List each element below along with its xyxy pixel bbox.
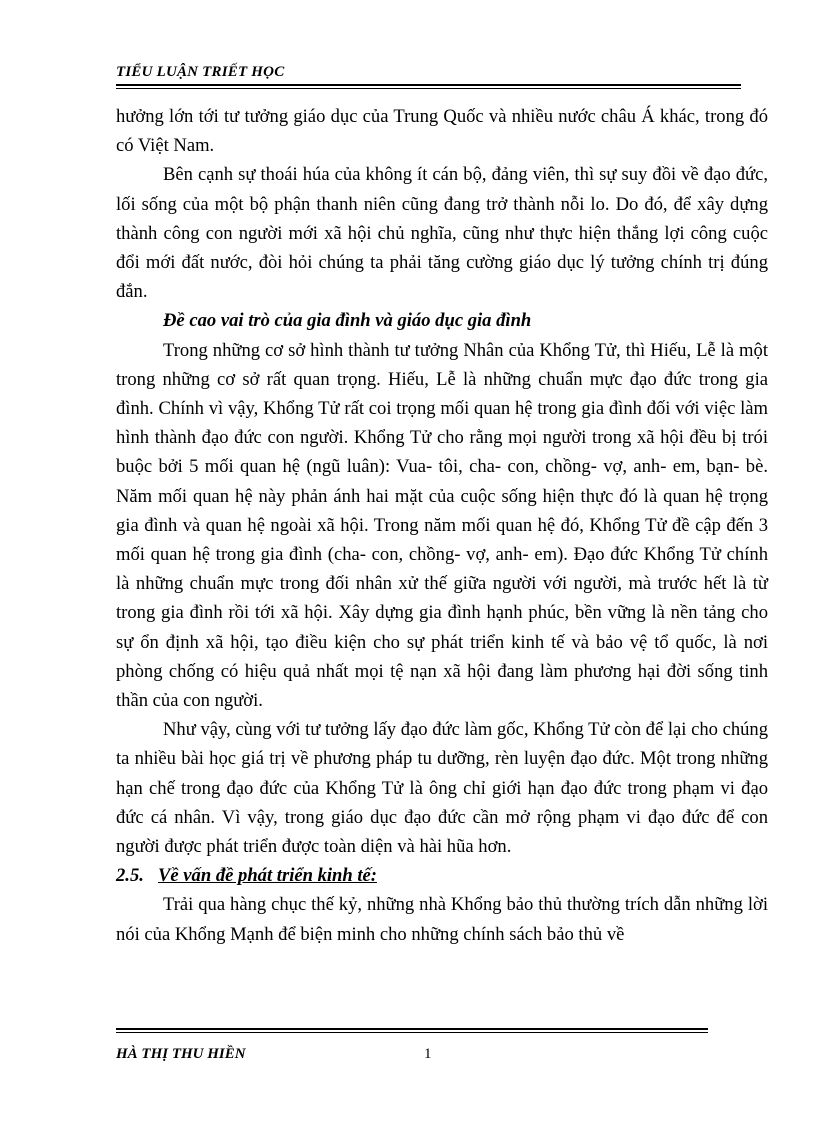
header-title: TIỂU LUẬN TRIẾT HỌC [116,64,285,80]
subheading: Đề cao vai trò của gia đình và giáo dục gia đình [163,310,532,332]
paragraph: Trải qua hàng chục thế kỷ, những nhà Khổng bảo thủ thường trích dẫn những lời nói của Khổng Mạnh để biện minh cho những chính sách bảo thủ về [116,894,768,945]
paragraph: hưởng lớn tới tư tưởng giáo dục của Trung Quốc và nhiều nước châu Á khác, trong đó có Việt Nam. [116,106,768,157]
header-rule [116,84,741,86]
section-title: Về vấn đề phát triển kinh tế: [158,865,378,887]
header-rule-double [116,88,741,90]
footer-rule-double [116,1032,708,1034]
paragraph: Như vậy, cùng với tư tưởng lấy đạo đức làm gốc, Khổng Tử còn để lại cho chúng ta nhiều bài học giá trị về phương pháp tu dưỡng, rèn luyện đạo đức. Một trong những hạn chế trong đạo đức của Khổng Tử là ông chỉ giới hạn đạo đức trong phạm vi đạo đức cá nhân. Vì vậy, trong giáo dục đạo đức cần mở rộng phạm vi đạo đức để con người được phát triển được toàn diện và hài hũa hơn. [116,719,769,858]
footer-rule [116,1028,708,1030]
section-heading [116,861,768,890]
paragraph: Trong những cơ sở hình thành tư tưởng Nhân của Khổng Tử, thì Hiếu, Lễ là một trong những cơ sở rất quan trọng. Hiếu, Lễ là những chuẩn mực đạo đức trong gia đình. Chính vì vậy, Khổng Tử rất coi trọng mối quan hệ trong gia đình đối với việc làm hình thành đạo đức con người. Khổng Tử cho rằng mọi người trong xã hội đều bị trói buộc bởi 5 mối quan hệ (ngũ luân): Vua- tôi, cha- con, chồng- vợ, anh- em, bạn- bè. Năm mối quan hệ này phản ánh hai mặt của cuộc sống hiện thực đó là quan hệ trọng gia đình và quan hệ ngoài xã hội. Trong năm mối quan hệ đó, Khổng Tử đề cập đến 3 mối quan hệ trong gia đình (cha- con, chồng- vợ, anh- em). Đạo đức Khổng Tử chính là những chuẩn mực trong đối nhân xử thế giữa người với người, mà trước hết là từ trong gia đình rồi tới xã hội. Xây dựng gia đình hạnh phúc, bền vững là nền tảng cho sự ổn định xã hội, tạo điều kiện cho sự phát triển kinh tế và bảo vệ tổ quốc, là nơi phòng chống có hiệu quả nhất mọi tệ nạn xã hội đang làm phương hại đời sống tinh thần của con người. [116,339,768,712]
footer-author: HÀ THỊ THU HIỀN [116,1046,246,1062]
paragraph: Bên cạnh sự thoái húa của không ít cán bộ, đảng viên, thì sự suy đồi về đạo đức, lối sống của một bộ phận thanh niên cũng đang trở thành nỗi lo. Do đó, để xây dựng thành công con người mới xã hội chủ nghĩa, cũng như thực hiện thắng lợi công cuộc đổi mới đất nước, đòi hỏi chúng ta phải tăng cường giáo dục lý tưởng chính trị đúng đắn. [116,164,768,303]
page-number: 1 [424,1046,432,1062]
section-number: 2.5. [116,865,144,887]
document-body [116,102,768,949]
